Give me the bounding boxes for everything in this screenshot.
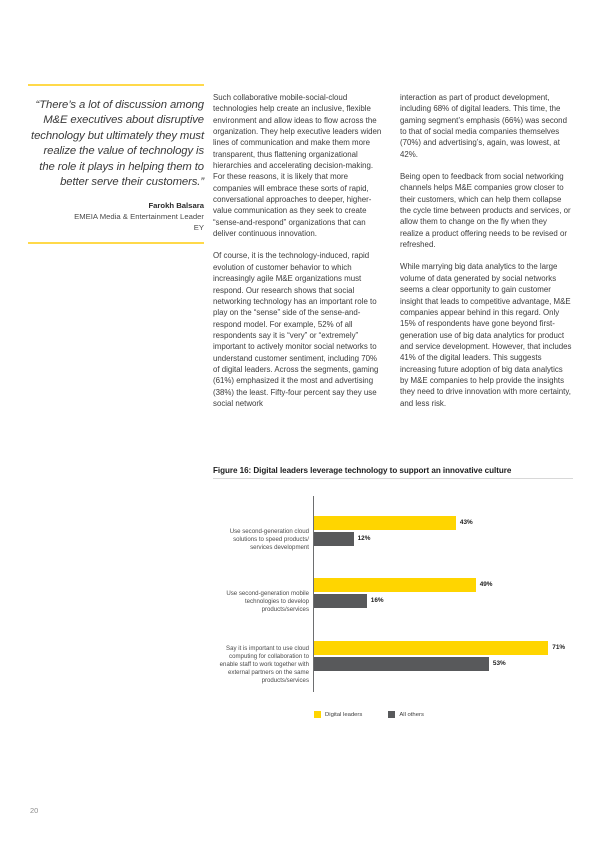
bar-chart [213,496,573,718]
figure-16 [213,466,573,718]
chart-bar-pair [314,641,573,673]
chart-category-label: Use second-generation mobile technologies to develop products/services [226,590,309,614]
chart-bar-row [314,657,573,671]
chart-bar [314,657,489,671]
chart-bar [314,641,548,655]
chart-category-label: Say it is important to use cloud computing for collaboration to enable staff to work together with external partners on the same products/services [219,645,309,685]
chart-bar-value: 49% [479,580,493,588]
chart-bar [314,532,354,546]
chart-bar-row [314,532,573,546]
attribution-name: Farokh Balsara [148,201,204,211]
figure-caption: Figure 16: Digital leaders leverage technology to support an innovative culture [213,466,512,475]
chart-plot-area [213,496,573,696]
chart-bar-value: 71% [552,643,566,651]
body-paragraph: Such collaborative mobile-social-cloud technologies help create an inclusive, flexible environment and allow ideas to flow across the organization. They help executive leaders widen lines of communication and make them more transparent, thus flattening organizational hierarchies and accelerating decision-making. For these reasons, it is likely that more companies will embrace these sorts of rapid, conversational approaches to deeper, higher-value communication as they seek to create “sense-and-respond” organizations that can deliver continuous innovation. [213,93,382,239]
body-column-3 [400,92,572,420]
chart-legend-item [314,711,362,718]
chart-bar-pair [314,578,573,610]
chart-bar [314,578,476,592]
body-paragraph: While marrying big data analytics to the large volume of data generated by social networks seems a clear opportunity to gain customer insight that leads to competitive advantage, M&E companies appear behind in this regard. Only 15% of respondents have gone beyond first-generation use of big data analytics for product and service development. However, that includes 41% of the digital leaders. This suggests increasing future adoption of big data analytics by M&E companies to help provide the insights they need to drive innovation with more certainty, and less risk. [400,262,572,408]
chart-legend-item [388,711,424,718]
figure-caption-rule [213,478,573,479]
chart-legend [314,711,424,718]
body-paragraph: Of course, it is the technology-induced, rapid evolution of customer behavior to which increasingly agile M&E organizations must respond. Our research shows that social networking technology has an important role to play on the “sense” side of the sense-and-respond model. For example, 52% of all respondents say it is “very” or “extremely” important to actively monitor social networks to understand customer sentiment, including 70% of digital leaders. Across the segments, gaming (61%) emphasized it the most and advertising (38%) the least. Fifty-four percent say they use social network [213,251,379,408]
chart-bar [314,594,367,608]
page-number: 20 [30,806,39,815]
chart-bar-pair [314,516,573,548]
pull-quote-top-rule [28,84,204,86]
chart-bar-row [314,516,573,530]
chart-category-label: Use second-generation cloud solutions to speed products/ services development [229,528,309,552]
pull-quote-attribution [28,201,204,233]
chart-bar-value: 12% [357,534,371,542]
chart-bar-row [314,641,573,655]
chart-legend-label: All others [399,711,424,718]
chart-legend-label: Digital leaders [325,711,363,718]
chart-bar-value: 16% [370,596,384,604]
body-paragraph: interaction as part of product development, including 68% of digital leaders. This time, the gaming segment’s emphasis (66%) was second to that of social media companies themselves (70%) and advertising’s, again, was lowest, at 42%. [400,93,567,159]
chart-bar-value: 43% [459,518,473,526]
chart-bar-row [314,578,573,592]
chart-bar-value: 53% [492,659,506,667]
attribution-org: EY [193,222,204,232]
attribution-role: EMEIA Media & Entertainment Leader [74,212,204,222]
pull-quote-text: “There’s a lot of discussion among M&E executives about disruptive technology but ultimately they must realize the value of technology is the role it plays in helping them to better serve their customers.” [31,99,204,189]
body-column-2 [213,92,385,420]
pull-quote-block [28,84,204,244]
chart-bar [314,516,456,530]
chart-legend-swatch [388,711,395,718]
body-paragraph: Being open to feedback from social networking channels helps M&E companies grow closer to their customers, which can help them collapse the cycle time between products and services, or allow them to change on the fly when they realize a product offering needs to be revised or refreshed. [400,172,571,250]
pull-quote-bottom-rule [28,242,204,244]
chart-bar-row [314,594,573,608]
chart-legend-swatch [314,711,321,718]
